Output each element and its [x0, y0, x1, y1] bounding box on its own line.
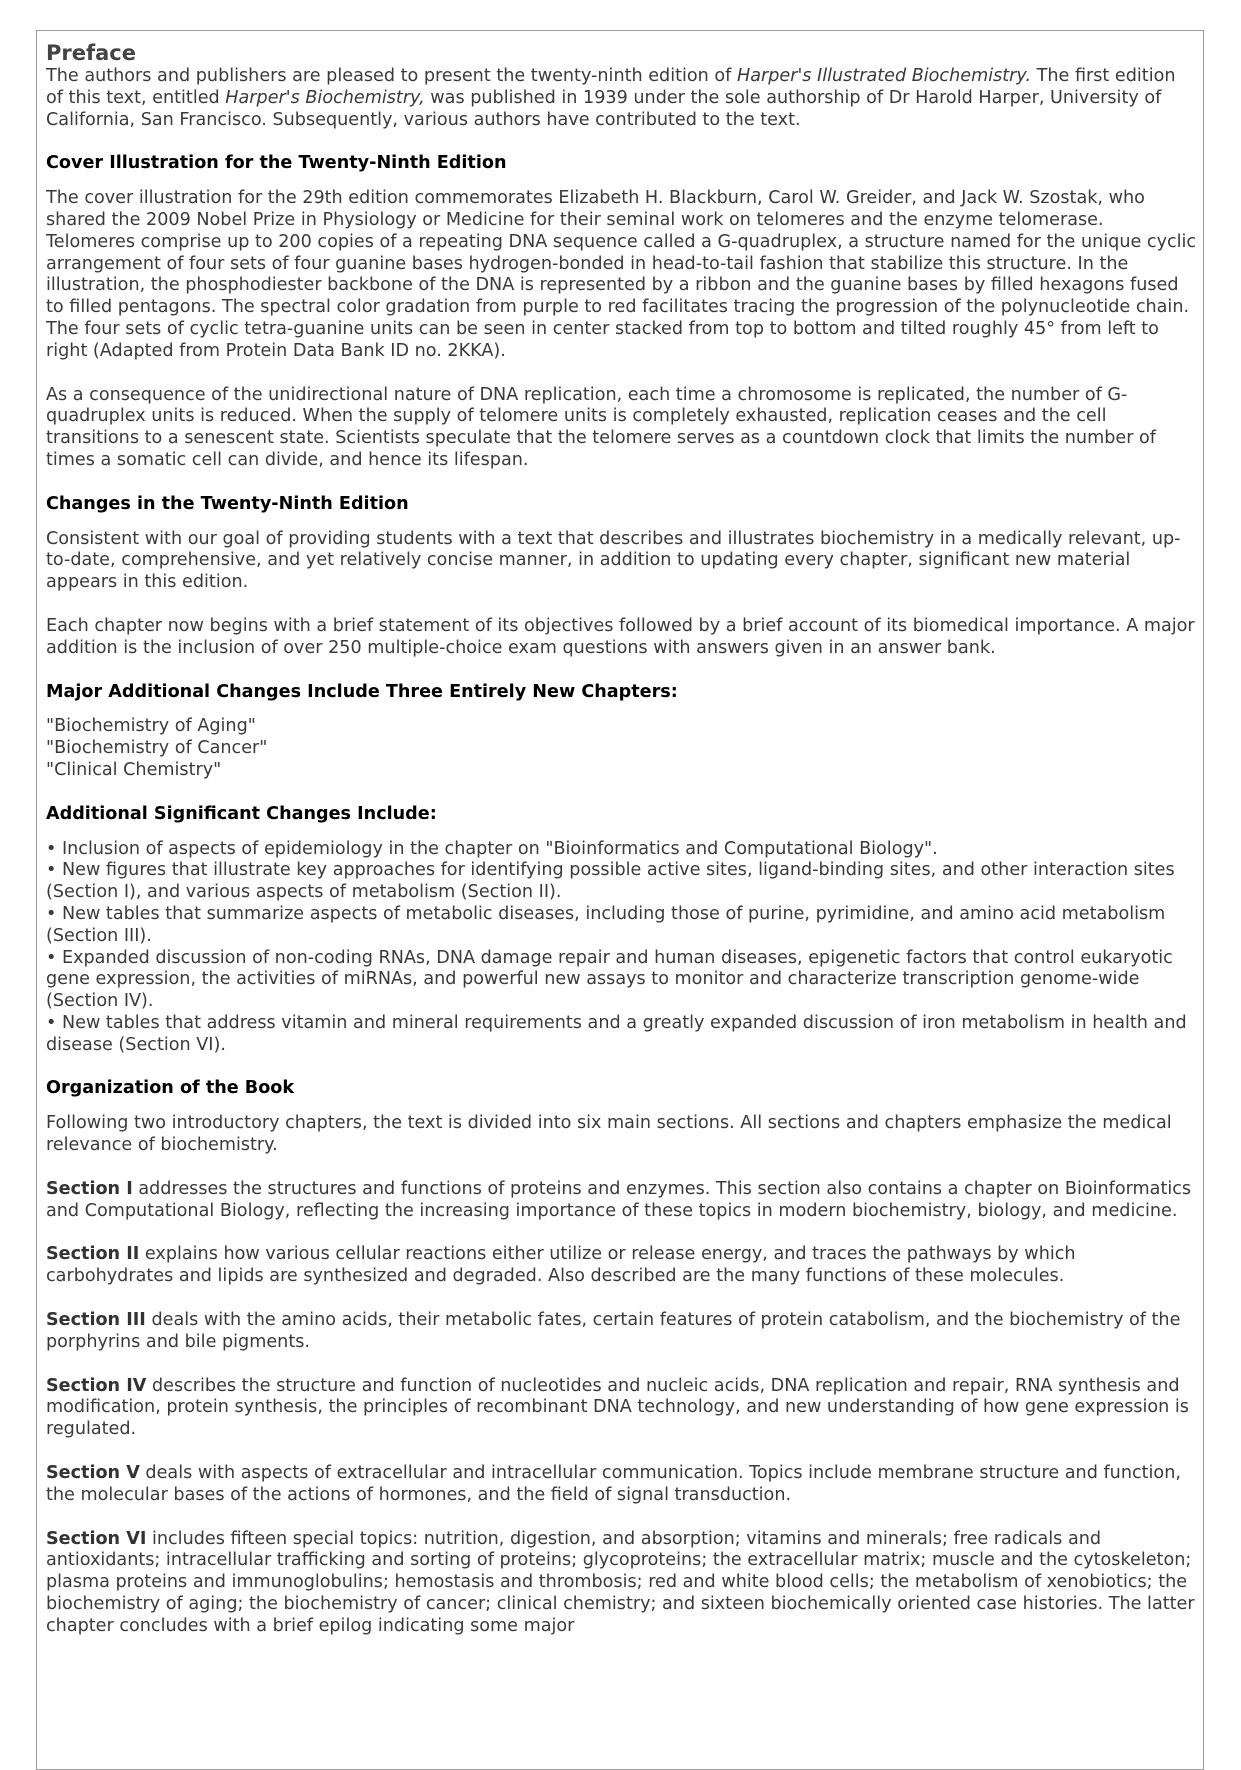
document-content	[46, 40, 1198, 1660]
list-item: • New figures that illustrate key approaches for identifying possible active sites, ligand-binding sites, and other interaction sites (Section I), and various aspects of metabolism (Section II).	[46, 860, 1175, 903]
list-item: "Biochemistry of Aging"	[46, 716, 256, 737]
section-label: Section II	[46, 1244, 140, 1265]
section-text: deals with aspects of extracellular and intracellular communication. Topics include membrane structure and function, the molecular bases of the actions of hormones, and the field of signal transduction.	[46, 1463, 1181, 1505]
cover-paragraph-1: The cover illustration for the 29th edition commemorates Elizabeth H. Blackburn, Carol W. Greider, and Jack W. Szostak, who shared the 2009 Nobel Prize in Physiology or Medicine for their seminal work on telomeres and the enzyme telomerase. Telomeres comprise up to 200 copies of a repeating DNA sequence called a G-quadruplex, a structure named for the unique cyclic arrangement of four sets of four guanine bases hydrogen-bonded in head-to-tail fashion that stabilize this structure. In the illustration, the phosphodiester backbone of the DNA is represented by a ribbon and the guanine bases by filled hexagons fused to filled pentagons. The spectral color gradation from purple to red facilitates tracing the progression of the polynucleotide chain. The four sets of cyclic tetra-guanine units can be seen in center stacked from top to bottom and tilted roughly 45° from left to right (Adapted from Protein Data Bank ID no. 2KKA).	[46, 188, 1197, 361]
section-text: explains how various cellular reactions either utilize or release energy, and traces the pathways by which carbohydrates and lipids are synthesized and degraded. Also described are the many functions of these molecules.	[46, 1244, 1076, 1287]
section-paragraph	[46, 1529, 1198, 1638]
intro-book-title-2: Harper's Biochemistry,	[225, 87, 425, 108]
intro-paragraph	[46, 66, 1198, 131]
section-text: includes fifteen special topics: nutrition, digestion, and absorption; vitamins and minerals; free radicals and antioxidants; intracellular trafficking and sorting of proteins; glycoproteins; the extracellular matrix; muscle and the cytoskeleton; plasma proteins and immunoglobulins; hemostasis and thrombosis; red and white blood cells; the metabolism of xenobiotics; the biochemistry of aging; the biochemistry of cancer; clinical chemistry; and sixteen biochemically oriented case histories. The latter chapter concludes with a brief epilog indicating some major	[46, 1528, 1195, 1636]
new-chapters-list	[46, 716, 1198, 781]
section-label: Section III	[46, 1310, 146, 1331]
section-label: Section V	[46, 1463, 140, 1484]
section-paragraph	[46, 1244, 1198, 1288]
intro-text-1: The authors and publishers are pleased to present the twenty-ninth edition of	[46, 66, 737, 86]
cover-paragraph-2: As a consequence of the unidirectional nature of DNA replication, each time a chromosome is replicated, the number of G-quadruplex units is reduced. When the supply of telomere units is completely exhausted, replication ceases and the cell transitions to a senescent state. Scientists speculate that the telomere serves as a countdown clock that limits the number of times a somatic cell can divide, and hence its lifespan.	[46, 384, 1156, 470]
section-paragraph	[46, 1179, 1198, 1223]
section-paragraph	[46, 1310, 1198, 1354]
list-item: • Inclusion of aspects of epidemiology in the chapter on "Bioinformatics and Computational Biology".	[46, 838, 938, 859]
list-item: "Biochemistry of Cancer"	[46, 738, 268, 759]
list-item: • Expanded discussion of non-coding RNAs, DNA damage repair and human diseases, epigenetic factors that control eukaryotic gene expression, the activities of miRNAs, and powerful new assays to monitor and characterize transcription genome-wide (Section IV).	[46, 947, 1173, 1012]
additional-changes-heading: Additional Significant Changes Include:	[46, 803, 437, 824]
additional-changes-list	[46, 839, 1198, 1057]
major-changes-heading: Major Additional Changes Include Three Entirely New Chapters:	[46, 681, 678, 702]
intro-text-2: The first edition of this text, entitled	[46, 66, 1176, 108]
section-text: deals with the amino acids, their metabolic fates, certain features of protein catabolism, and the biochemistry of the porphyrins and bile pigments.	[46, 1310, 1181, 1352]
changes-heading: Changes in the Twenty-Ninth Edition	[46, 493, 409, 514]
organization-heading: Organization of the Book	[46, 1078, 295, 1099]
cover-heading: Cover Illustration for the Twenty-Ninth Edition	[46, 153, 507, 174]
section-text: describes the structure and function of nucleotides and nucleic acids, DNA replication and repair, RNA synthesis and modification, protein synthesis, the principles of recombinant DNA technology, and new understanding of how gene expression is regulated.	[46, 1375, 1189, 1440]
section-paragraph	[46, 1376, 1198, 1441]
section-label: Section VI	[46, 1528, 147, 1549]
list-item: • New tables that summarize aspects of metabolic diseases, including those of purine, pyrimidine, and amino acid metabolism (Section III).	[46, 903, 1166, 946]
intro-text-3: was published in 1939 under the sole authorship of Dr Harold Harper, University of California, San Francisco. Subsequently, various authors have contributed to the text.	[46, 87, 1162, 130]
page-title: Preface	[46, 41, 136, 65]
section-label: Section IV	[46, 1375, 147, 1396]
section-text: addresses the structures and functions of proteins and enzymes. This section also contains a chapter on Bioinformatics and Computational Biology, reflecting the increasing importance of these topics in modern biochemistry, biology, and medicine.	[46, 1178, 1192, 1221]
list-item: "Clinical Chemistry"	[46, 759, 222, 780]
section-paragraph	[46, 1463, 1198, 1507]
section-label: Section I	[46, 1178, 133, 1199]
changes-paragraph-1: Consistent with our goal of providing students with a text that describes and illustrates biochemistry in a medically relevant, up-to-date, comprehensive, and yet relatively concise manner, in addition to updating every chapter, significant new material appears in this edition.	[46, 528, 1181, 593]
list-item: • New tables that address vitamin and mineral requirements and a greatly expanded discussion of iron metabolism in health and disease (Section VI).	[46, 1012, 1187, 1055]
organization-paragraph: Following two introductory chapters, the text is divided into six main sections. All sections and chapters emphasize the medical relevance of biochemistry.	[46, 1113, 1172, 1156]
changes-paragraph-2: Each chapter now begins with a brief statement of its objectives followed by a brief account of its biomedical importance. A major addition is the inclusion of over 250 multiple-choice exam questions with answers given in an answer bank.	[46, 615, 1195, 658]
intro-book-title-1: Harper's Illustrated Biochemistry.	[736, 66, 1032, 86]
